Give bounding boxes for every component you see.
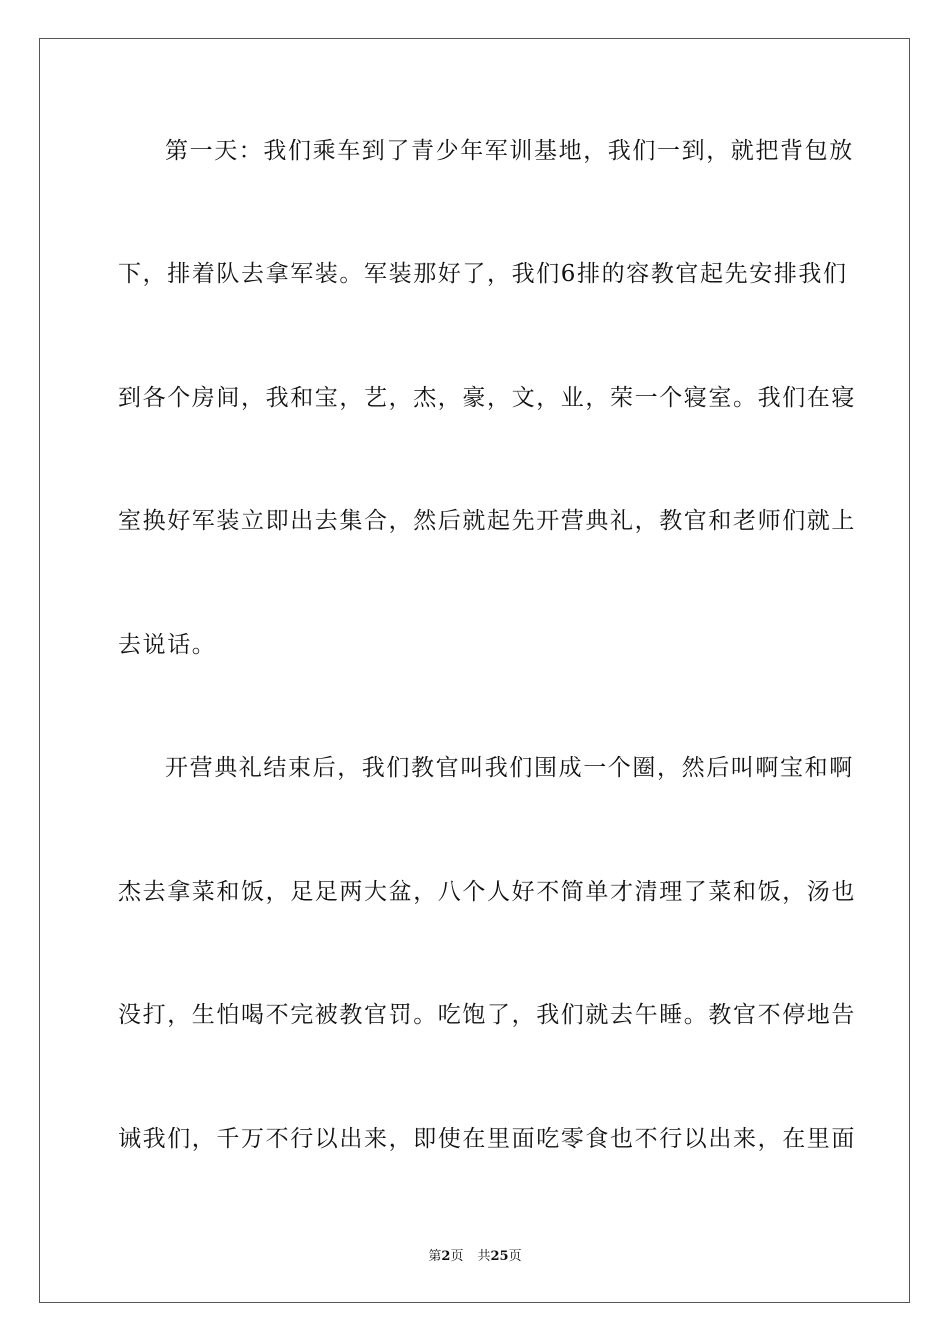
- page-number: 2: [441, 1249, 451, 1264]
- page-border: [39, 38, 910, 1303]
- page-footer: [0, 1248, 950, 1266]
- paragraph-2-line-1: 开营典礼结束后，我们教官叫我们围成一个圈，然后叫啊宝和啊: [165, 755, 854, 781]
- total-indicator: [477, 1249, 521, 1264]
- paragraph-1-line-5: 去说话。: [118, 632, 217, 658]
- paragraph-2-line-3: 没打，生怕喝不完被教官罚。吃饱了，我们就去午睡。教官不停地告: [118, 1002, 856, 1028]
- paragraph-1-line-1: 第一天：我们乘车到了青少年军训基地，我们一到，就把背包放: [165, 138, 854, 164]
- page-indicator: [428, 1249, 463, 1264]
- paragraph-1-line-2: 下，排着队去拿军装。军装那好了，我们6排的容教官起先安排我们: [118, 261, 848, 287]
- paragraph-2-line-2: 杰去拿菜和饭，足足两大盆，八个人好不简单才清理了菜和饭，汤也: [118, 879, 856, 905]
- page-suffix: 页: [450, 1249, 464, 1264]
- total-suffix: 页: [508, 1249, 522, 1264]
- page-prefix: 第: [428, 1249, 442, 1264]
- paragraph-1-line-4: 室换好军装立即出去集合，然后就起先开营典礼，教官和老师们就上: [118, 508, 856, 534]
- total-prefix: 共: [477, 1249, 491, 1264]
- total-pages: 25: [490, 1249, 509, 1264]
- paragraph-1-line-3: 到各个房间，我和宝，艺，杰，豪，文，业，荣一个寝室。我们在寝: [118, 385, 856, 411]
- paragraph-2-line-4: 诫我们，千万不行以出来，即使在里面吃零食也不行以出来，在里面: [118, 1126, 856, 1152]
